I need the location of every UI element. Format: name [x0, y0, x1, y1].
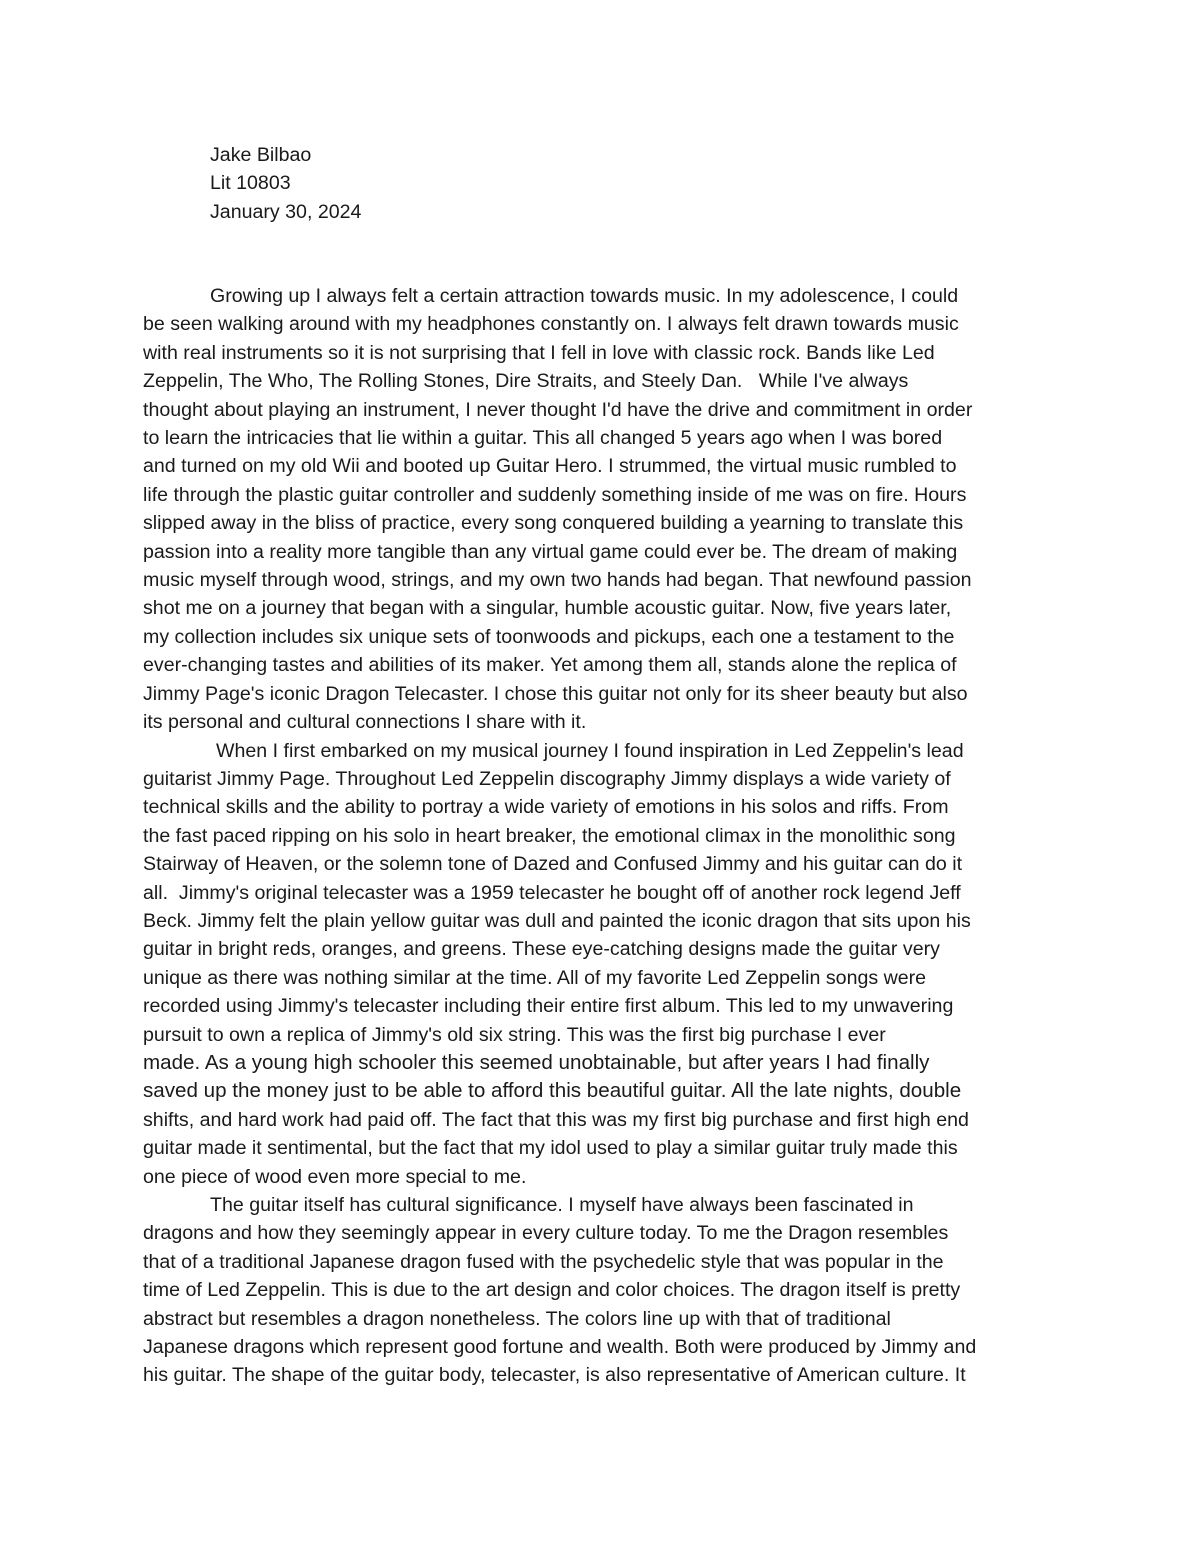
paragraph-line: his guitar. The shape of the guitar body, telecaster, is also representative of American culture. It [143, 1364, 966, 1387]
paragraph-line: Zeppelin, The Who, The Rolling Stones, Dire Straits, and Steely Dan. While I've always [143, 370, 909, 393]
paragraph-line: Beck. Jimmy felt the plain yellow guitar was dull and painted the iconic dragon that sits upon his [143, 909, 971, 932]
paragraph-line: life through the plastic guitar controller and suddenly something inside of me was on fire. Hours [143, 483, 967, 506]
paragraph-line: shifts, and hard work had paid off. The fact that this was my first big purchase and first high end [143, 1108, 969, 1131]
paragraph-line: time of Led Zeppelin. This is due to the art design and color choices. The dragon itself is pretty [143, 1279, 961, 1302]
paragraph-line: abstract but resembles a dragon nonetheless. The colors line up with that of traditional [143, 1307, 891, 1330]
paragraph-line: slipped away in the bliss of practice, every song conquered building a yearning to translate this [143, 512, 964, 535]
paragraph-line: recorded using Jimmy's telecaster including their entire first album. This led to my unwavering [143, 995, 954, 1018]
paragraph-line: with real instruments so it is not surprising that I fell in love with classic rock. Bands like Led [143, 341, 935, 364]
paragraph-line: Japanese dragons which represent good fortune and wealth. Both were produced by Jimmy and [143, 1336, 977, 1359]
paragraph-line: all. Jimmy's original telecaster was a 1959 telecaster he bought off of another rock legend Jeff [143, 881, 961, 904]
paragraph-line: its personal and cultural connections I share with it. [143, 711, 587, 734]
paragraph-line: Jimmy Page's iconic Dragon Telecaster. I chose this guitar not only for its sheer beauty but also [143, 682, 968, 705]
paragraph-line: music myself through wood, strings, and my own two hands had began. That newfound passion [143, 569, 972, 592]
paragraph-2 [143, 737, 1061, 1192]
paragraph-line: be seen walking around with my headphones constantly on. I always felt drawn towards music [143, 313, 959, 336]
paragraph-line: and turned on my old Wii and booted up Guitar Hero. I strummed, the virtual music rumbled to [143, 455, 957, 478]
paragraph-line: Stairway of Heaven, or the solemn tone of Dazed and Confused Jimmy and his guitar can do it [143, 853, 963, 876]
paragraph-line: dragons and how they seemingly appear in every culture today. To me the Dragon resembles [143, 1222, 949, 1245]
paragraph-line: passion into a reality more tangible than any virtual game could ever be. The dream of making [143, 540, 958, 563]
paragraph-line: Growing up I always felt a certain attraction towards music. In my adolescence, I could [210, 285, 959, 307]
paragraph-line: thought about playing an instrument, I never thought I'd have the drive and commitment in order [143, 398, 973, 421]
essay-body [143, 282, 1061, 1390]
essay-header [210, 141, 361, 226]
paragraph-line: to learn the intricacies that lie within a guitar. This all changed 5 years ago when I was bored [143, 427, 943, 450]
paragraph-line: the fast paced ripping on his solo in heart breaker, the emotional climax in the monolithic song [143, 824, 956, 847]
paragraph-line: When I first embarked on my musical journey I found inspiration in Led Zeppelin's lead [216, 739, 964, 762]
paragraph-line: ever-changing tastes and abilities of its maker. Yet among them all, stands alone the replica of [143, 654, 957, 677]
paragraph-line: guitar made it sentimental, but the fact that my idol used to play a similar guitar truly made this [143, 1137, 958, 1160]
author-name: Jake Bilbao [210, 144, 312, 166]
paragraph-1 [143, 282, 1061, 737]
paragraph-line: my collection includes six unique sets of toonwoods and pickups, each one a testament to the [143, 625, 955, 648]
paragraph-line: shot me on a journey that began with a singular, humble acoustic guitar. Now, five years later, [143, 597, 952, 620]
essay-date: January 30, 2024 [210, 200, 362, 223]
paragraph-3 [143, 1191, 1061, 1390]
course-code: Lit 10803 [210, 172, 291, 195]
paragraph-line: one piece of wood even more special to me. [143, 1165, 527, 1188]
paragraph-line: technical skills and the ability to portray a wide variety of emotions in his solos and riffs. From [143, 796, 949, 819]
paragraph-line: The guitar itself has cultural significance. I myself have always been fascinated in [210, 1194, 914, 1216]
paragraph-line: saved up the money just to be able to afford this beautiful guitar. All the late nights, double [143, 1079, 962, 1103]
paragraph-line: made. As a young high schooler this seemed unobtainable, but after years I had finally [143, 1050, 930, 1074]
paragraph-line: unique as there was nothing similar at the time. All of my favorite Led Zeppelin songs were [143, 966, 927, 989]
paragraph-line: that of a traditional Japanese dragon fused with the psychedelic style that was popular in the [143, 1250, 944, 1273]
paragraph-line: guitar in bright reds, oranges, and greens. These eye-catching designs made the guitar very [143, 938, 940, 961]
paragraph-line: guitarist Jimmy Page. Throughout Led Zeppelin discography Jimmy displays a wide variety of [143, 767, 951, 790]
paragraph-line: pursuit to own a replica of Jimmy's old six string. This was the first big purchase I ever [143, 1023, 886, 1046]
